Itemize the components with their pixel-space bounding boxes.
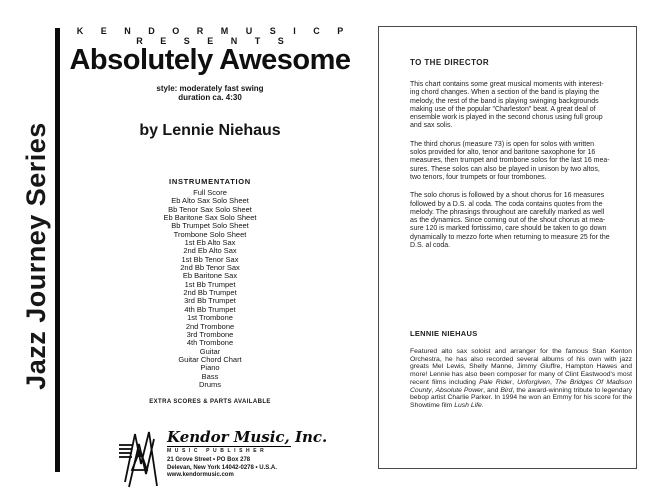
text-line: measures, then trumpet and trombone solos for the last 16 mea- bbox=[410, 157, 610, 165]
text-line: dynamically to mezzo forte when returning to measure 25 for the bbox=[410, 233, 610, 241]
director-heading: TO THE DIRECTOR bbox=[410, 58, 490, 67]
text-line: solos provided for alto, tenor and baritone saxophone for 16 bbox=[410, 149, 596, 157]
composer-byline: by Lennie Niehaus bbox=[139, 122, 281, 139]
text-line: The third chorus (measure 73) is open for solos with written bbox=[410, 140, 595, 148]
instrumentation-item: Eb Alto Sax Solo Sheet bbox=[171, 196, 249, 206]
instrumentation-item: 4th Bb Trumpet bbox=[184, 304, 236, 314]
instrumentation-list bbox=[60, 189, 360, 389]
bio-segment: Bird bbox=[500, 386, 513, 394]
instrumentation-item: Guitar Chord Chart bbox=[178, 354, 242, 364]
publisher-block bbox=[118, 428, 328, 490]
instrumentation-item: Trombone Solo Sheet bbox=[173, 229, 247, 239]
publisher-address-line1: 21 Grove Street • PO Box 278 bbox=[167, 457, 251, 463]
instrumentation-item: Eb Baritone Sax bbox=[182, 271, 238, 281]
kendor-staff-monogram-icon bbox=[118, 430, 164, 490]
bio-segment: , bbox=[549, 378, 555, 386]
text-line: as the dynamics. Since coming out of the shout chorus at mea- bbox=[410, 217, 606, 225]
text-line: ing chord changes. When a section of the band is playing the bbox=[410, 89, 600, 97]
bio-segment: , the award-winning tribute to legendary bebop artist Charlie Parker. In 1994 he won an Emmy for his score for the Showtime film bbox=[410, 386, 633, 409]
style-line: style: moderately fast swing bbox=[156, 84, 264, 93]
text-line: melody. The phrasings throughout are carefully marked as well bbox=[410, 208, 605, 216]
series-banner: Jazz Journey Series bbox=[21, 122, 51, 390]
publisher-presents-line: K E N D O R M U S I C P R E S E N T S bbox=[76, 26, 349, 46]
instrumentation-item: 2nd Trombone bbox=[185, 321, 235, 331]
instrumentation-item: 2nd Bb Tenor Sax bbox=[180, 263, 240, 273]
instrumentation-item: Full Score bbox=[193, 188, 227, 197]
piece-title: Absolutely Awesome bbox=[69, 44, 351, 76]
bio-segment: Unforgiven bbox=[517, 378, 550, 386]
publisher-rule bbox=[167, 446, 291, 447]
publisher-name: Kendor Music, Inc. bbox=[167, 428, 328, 446]
instrumentation-item: 3rd Bb Trumpet bbox=[184, 296, 236, 306]
bio-heading: LENNIE NIEHAUS bbox=[410, 329, 478, 338]
text-line: ensemble work is played in the second chorus using full group bbox=[410, 114, 603, 122]
extra-parts-note: EXTRA SCORES & PARTS AVAILABLE bbox=[149, 399, 271, 405]
text-line: and sax solis. bbox=[410, 122, 453, 130]
instrumentation-item: 1st Bb Trumpet bbox=[184, 279, 236, 289]
composer-bio bbox=[410, 329, 632, 410]
bio-text bbox=[410, 348, 632, 410]
instrumentation-item: Guitar bbox=[199, 346, 221, 356]
instrumentation-item: Bb Tenor Sax Solo Sheet bbox=[168, 204, 252, 214]
instrumentation-item: Drums bbox=[198, 379, 222, 389]
text-line: two tenors, four trumpets or four trombones. bbox=[410, 173, 547, 181]
text-line: sures. These solos can also be played in unison by two altos, bbox=[410, 165, 600, 173]
text-line: melody, the rest of the band is playing swinging backgrounds bbox=[410, 97, 599, 105]
instrumentation-item: Bass bbox=[201, 371, 219, 381]
bio-segment: Absolute Power bbox=[435, 386, 484, 394]
instrumentation-item: Bb Trumpet Solo Sheet bbox=[171, 221, 249, 231]
text-line: D.S. al coda. bbox=[410, 242, 451, 250]
text-line: The solo chorus is followed by a shout chorus for 16 measures bbox=[410, 192, 605, 200]
director-paragraph-2 bbox=[410, 141, 626, 182]
bio-segment: The Bridges Of Madison County bbox=[410, 378, 633, 394]
publisher-website: www.kendormusic.com bbox=[167, 472, 234, 478]
instrumentation-item: Piano bbox=[200, 363, 220, 373]
bio-segment: Lush Life bbox=[454, 401, 482, 409]
bio-segment: , and bbox=[483, 386, 501, 394]
instrumentation-item: Eb Baritone Sax Solo Sheet bbox=[163, 213, 257, 223]
director-notes-page bbox=[378, 26, 637, 469]
publisher-address-line2: Delevan, New York 14042-0278 • U.S.A. bbox=[167, 464, 277, 471]
instrumentation-item: 1st Eb Alto Sax bbox=[184, 238, 236, 248]
bio-segment: . bbox=[481, 401, 484, 409]
bio-segment: Pale Rider bbox=[479, 378, 513, 386]
bio-segment: , bbox=[512, 378, 518, 386]
text-line: This chart contains some great musical moments with interest- bbox=[410, 81, 604, 88]
director-notes bbox=[410, 58, 626, 260]
instrumentation-item: 1st Trombone bbox=[187, 313, 233, 323]
instrumentation-item: 2nd Bb Trumpet bbox=[183, 288, 237, 298]
instrumentation-heading: INSTRUMENTATION bbox=[169, 177, 251, 186]
director-paragraph-3 bbox=[410, 192, 626, 250]
bio-segment: , bbox=[431, 386, 436, 394]
instrumentation-item: 4th Trombone bbox=[186, 338, 234, 348]
bio-segment: Featured alto sax soloist and arranger for the famous Stan Kenton Orchestra, he has also recorded several albums of his own with jazz greats Mel Lewis, Shelly Manne, Jimmy Giuffre, Hampton Hawes and more! Lennie has also been composer for many of Clint Eastwood's most recent films including bbox=[410, 348, 632, 386]
publisher-text bbox=[167, 428, 328, 480]
text-line: sure 120 is marked fortissimo, care should be taken to go down bbox=[410, 225, 607, 233]
publisher-tagline: MUSIC PUBLISHER bbox=[167, 448, 268, 454]
text-line: followed by a D.S. al coda. The coda contains quotes from the bbox=[410, 200, 603, 208]
duration-line: duration ca. 4:30 bbox=[178, 93, 242, 102]
instrumentation-item: 1st Bb Tenor Sax bbox=[181, 254, 239, 264]
instrumentation-item: 2nd Eb Alto Sax bbox=[183, 246, 237, 256]
director-paragraph-1 bbox=[410, 81, 626, 131]
text-line: making use of the popular "Charleston" beat. A great deal of bbox=[410, 105, 596, 113]
instrumentation-item: 3rd Trombone bbox=[186, 329, 234, 339]
